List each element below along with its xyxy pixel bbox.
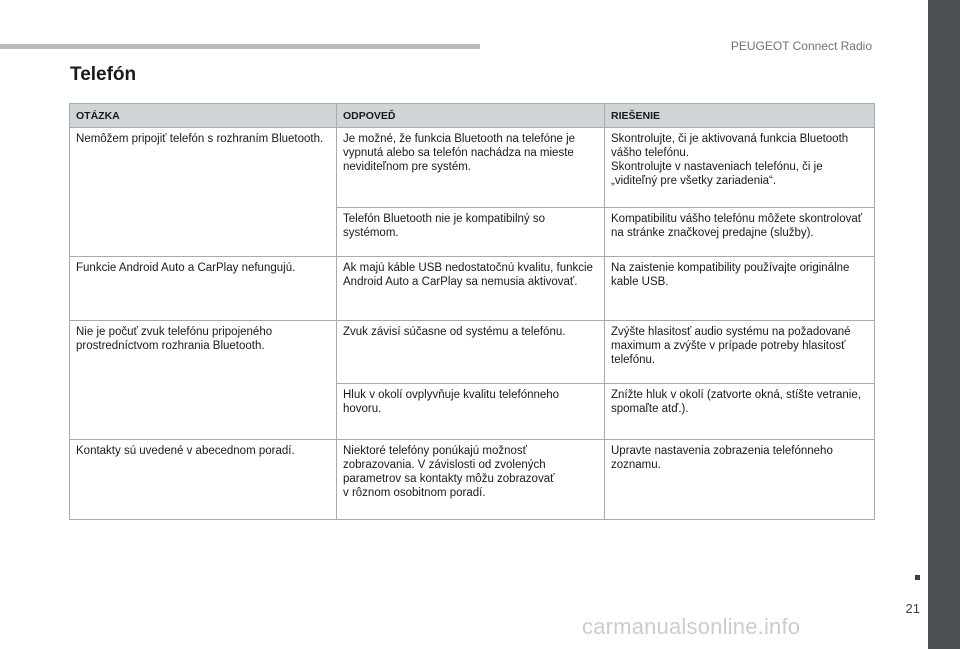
answer-cell: Niektoré telefóny ponúkajú možnosť zobrazovania. V závislosti od zvolených parametrov sa kontakty môžu zobrazovať v rôznom osobitnom poradí. [337, 440, 605, 520]
answer-cell: Hluk v okolí ovplyvňuje kvalitu telefónneho hovoru. [337, 384, 605, 440]
page-marker [915, 575, 920, 580]
faq-table [69, 103, 875, 520]
page-number: 21 [905, 601, 920, 616]
answer-cell: Je možné, že funkcia Bluetooth na telefóne je vypnutá alebo sa telefón nachádza na mieste neviditeľnom pre systém. [337, 128, 605, 208]
answer-cell: Ak majú káble USB nedostatočnú kvalitu, funkcie Android Auto a CarPlay sa nemusia aktivovať. [337, 257, 605, 321]
table-row [70, 128, 875, 208]
watermark: carmanualsonline.info [582, 614, 801, 639]
solution-cell: Na zaistenie kompatibility používajte originálne kable USB. [605, 257, 875, 321]
solution-cell: Znížte hluk v okolí (zatvorte okná, stíšte vetranie, spomaľte atď.). [605, 384, 875, 440]
answer-cell: Zvuk závisí súčasne od systému a telefónu. [337, 321, 605, 384]
question-cell: Nie je počuť zvuk telefónu pripojeného prostredníctvom rozhrania Bluetooth. [70, 321, 337, 440]
question-cell: Kontakty sú uvedené v abecednom poradí. [70, 440, 337, 520]
table-row [70, 321, 875, 384]
solution-cell: Kompatibilitu vášho telefónu môžete skontrolovať na stránke značkovej predajne (služby). [605, 208, 875, 257]
question-cell: Funkcie Android Auto a CarPlay nefungujú. [70, 257, 337, 321]
table-row [70, 257, 875, 321]
solution-cell: Zvýšte hlasitosť audio systému na požadované maximum a zvýšte v prípade potreby hlasitosť telefónu. [605, 321, 875, 384]
header-title: PEUGEOT Connect Radio [730, 39, 872, 53]
side-strip [928, 0, 960, 649]
table-row [70, 440, 875, 520]
answer-cell: Telefón Bluetooth nie je kompatibilný so systémom. [337, 208, 605, 257]
solution-cell: Skontrolujte, či je aktivovaná funkcia Bluetooth vášho telefónu. Skontrolujte v nastaveniach telefónu, či je „viditeľný pre všetky zariadenia“. [605, 128, 875, 208]
column-header-answer: ODPOVEĎ [337, 104, 605, 128]
question-cell: Nemôžem pripojiť telefón s rozhraním Bluetooth. [70, 128, 337, 257]
header-rule [0, 44, 480, 49]
table-header-row [70, 104, 875, 128]
column-header-solution: RIEŠENIE [605, 104, 875, 128]
page-title: Telefón [70, 64, 137, 85]
solution-cell: Upravte nastavenia zobrazenia telefónneho zoznamu. [605, 440, 875, 520]
column-header-question: OTÁZKA [70, 104, 337, 128]
